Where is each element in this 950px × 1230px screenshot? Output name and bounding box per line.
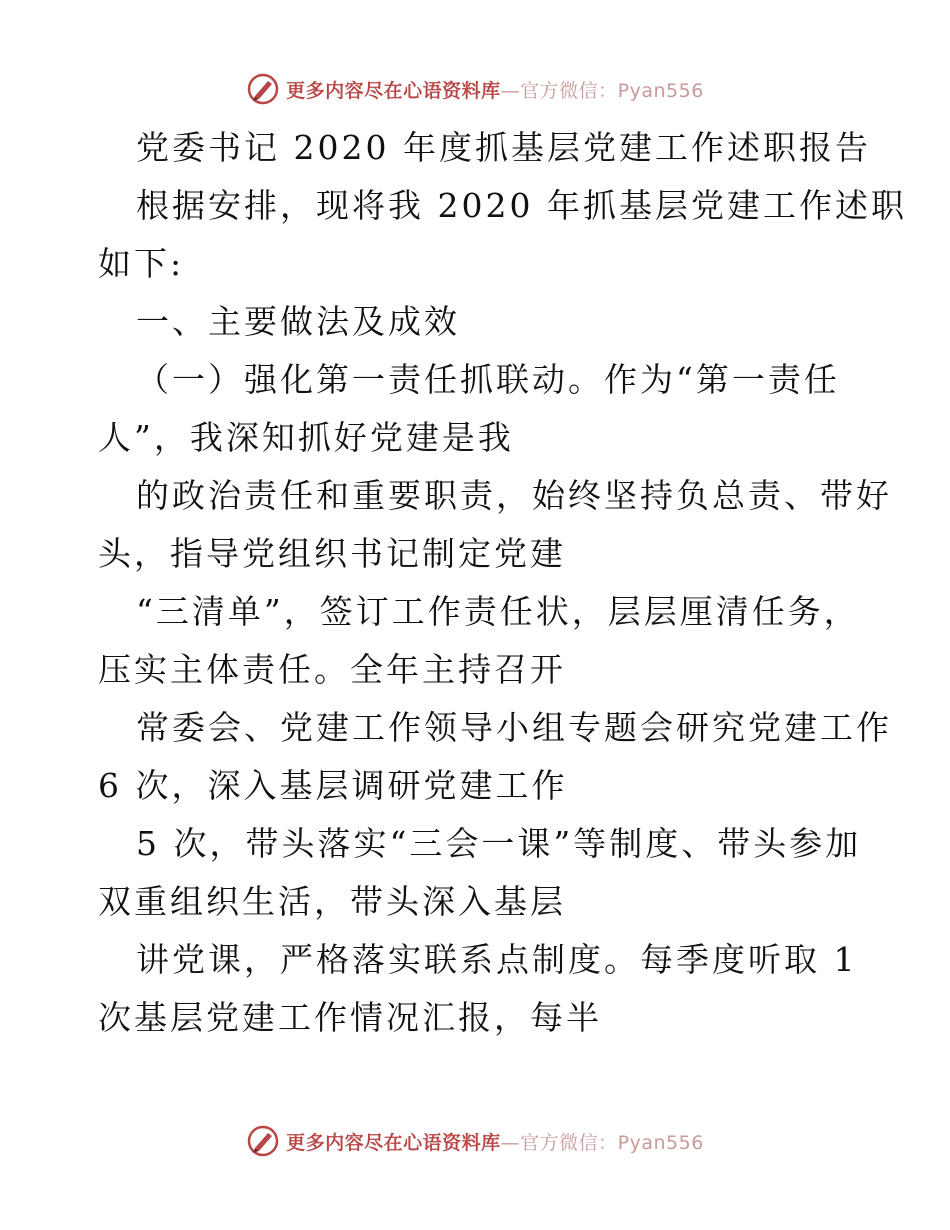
footer-watermark-banner xyxy=(0,1124,950,1158)
pen-logo-icon xyxy=(246,1124,280,1158)
pen-logo-icon xyxy=(246,72,280,106)
text-line: （一）强化第一责任抓联动。作为“第一责任 xyxy=(136,360,840,399)
banner-text xyxy=(286,1128,704,1155)
banner-prefix: 更多内容尽在心语资料库 xyxy=(286,1131,501,1154)
text-line: 双重组织生活，带头深入基层 xyxy=(98,882,566,921)
text-line: 讲党课，严格落实联系点制度。每季度听取 1 xyxy=(136,940,858,979)
text-line: 次基层党建工作情况汇报，每半 xyxy=(98,998,602,1037)
text-line: 压实主体责任。全年主持召开 xyxy=(98,650,566,689)
text-line: 6 次，深入基层调研党建工作 xyxy=(98,766,568,805)
banner-suffix: —官方微信：Pyan556 xyxy=(500,79,704,102)
text-line: “三清单”，签订工作责任状，层层厘清任务， xyxy=(136,592,860,631)
banner-prefix: 更多内容尽在心语资料库 xyxy=(286,79,501,102)
text-line: 常委会、党建工作领导小组专题会研究党建工作 xyxy=(136,708,892,747)
text-line: 头，指导党组织书记制定党建 xyxy=(98,534,566,573)
document-title: 党委书记 2020 年度抓基层党建工作述职报告 xyxy=(136,128,871,167)
text-line: 如下: xyxy=(98,244,185,283)
text-line: 根据安排，现将我 2020 年抓基层党建工作述职 xyxy=(136,186,907,225)
banner-text xyxy=(286,76,704,103)
text-line: 5 次，带头落实“三会一课”等制度、带头参加 xyxy=(136,824,862,863)
header-watermark-banner xyxy=(0,72,950,106)
text-line: 人”，我深知抓好党建是我 xyxy=(98,418,514,457)
banner-suffix: —官方微信：Pyan556 xyxy=(500,1131,704,1154)
section-heading: 一、主要做法及成效 xyxy=(136,302,460,341)
text-line: 的政治责任和重要职责，始终坚持负总责、带好 xyxy=(136,476,892,515)
